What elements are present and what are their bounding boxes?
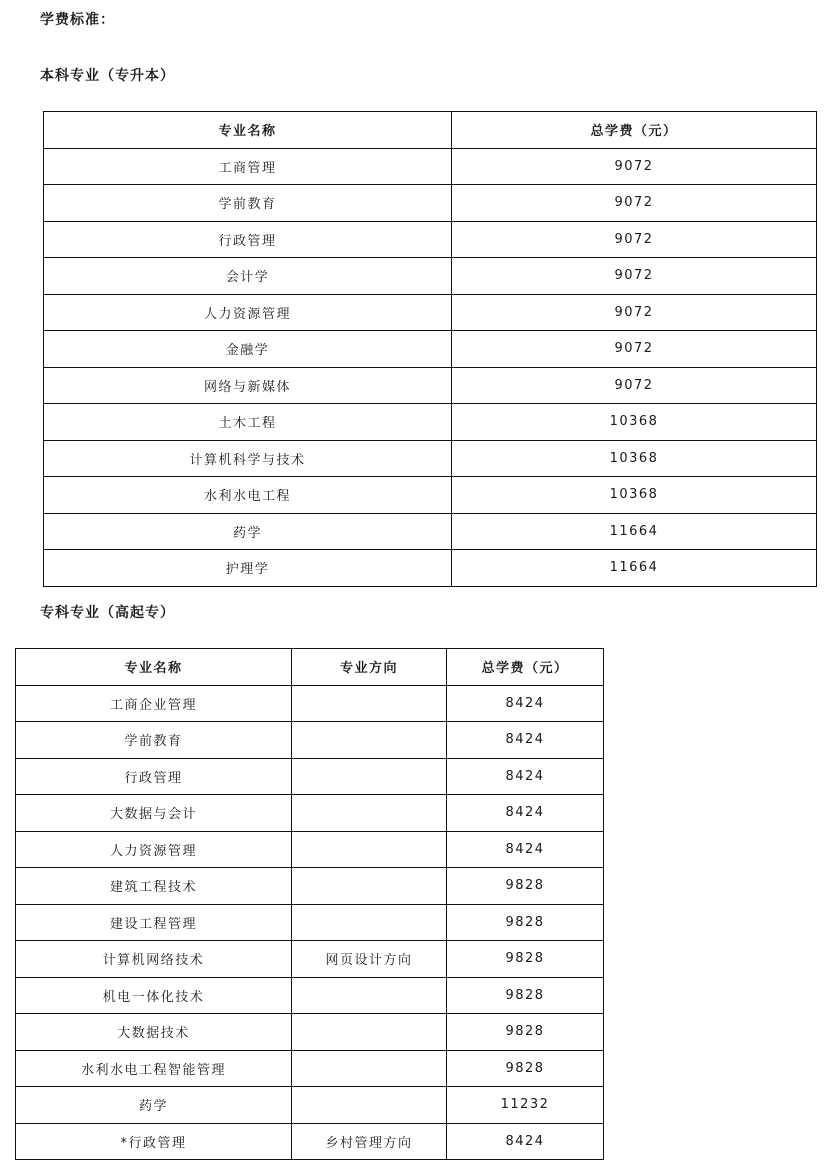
major-direction-cell (292, 1087, 447, 1124)
total-fee-cell: 10368 (452, 477, 817, 514)
major-name-cell: 行政管理 (44, 221, 452, 258)
major-direction-cell (292, 1014, 447, 1051)
table-header-row (16, 649, 604, 686)
table-row (44, 513, 817, 550)
total-fee-cell: 9072 (452, 221, 817, 258)
total-fee-cell: 9072 (452, 148, 817, 185)
table-row (16, 941, 604, 978)
total-fee-cell: 8424 (447, 722, 604, 759)
header-major-name: 专业名称 (16, 649, 292, 686)
major-name-cell: 大数据技术 (16, 1014, 292, 1051)
header-major-direction: 专业方向 (292, 649, 447, 686)
major-name-cell: 工商管理 (44, 148, 452, 185)
table-row (16, 1050, 604, 1087)
total-fee-cell: 9072 (452, 258, 817, 295)
table-row (16, 795, 604, 832)
section-heading-college: 专科专业（高起专） (40, 605, 175, 621)
table-header-row (44, 112, 817, 149)
major-name-cell: *行政管理 (16, 1123, 292, 1160)
major-name-cell: 水利水电工程智能管理 (16, 1050, 292, 1087)
major-direction-cell (292, 977, 447, 1014)
undergrad-fee-table (43, 111, 817, 587)
total-fee-cell: 9828 (447, 941, 604, 978)
table-row (44, 550, 817, 587)
table-row (44, 477, 817, 514)
major-name-cell: 建筑工程技术 (16, 868, 292, 905)
total-fee-cell: 8424 (447, 831, 604, 868)
total-fee-cell: 9828 (447, 1050, 604, 1087)
table-row (16, 1123, 604, 1160)
major-name-cell: 护理学 (44, 550, 452, 587)
major-direction-cell (292, 685, 447, 722)
header-total-fee: 总学费（元） (452, 112, 817, 149)
total-fee-cell: 9072 (452, 294, 817, 331)
table-row (44, 440, 817, 477)
section-heading-undergrad: 本科专业（专升本） (40, 68, 175, 84)
table-row (16, 904, 604, 941)
table-row (16, 685, 604, 722)
major-name-cell: 土木工程 (44, 404, 452, 441)
total-fee-cell: 11232 (447, 1087, 604, 1124)
major-direction-cell (292, 1050, 447, 1087)
total-fee-cell: 8424 (447, 1123, 604, 1160)
total-fee-cell: 9072 (452, 331, 817, 368)
major-name-cell: 药学 (44, 513, 452, 550)
major-direction-cell: 乡村管理方向 (292, 1123, 447, 1160)
major-direction-cell (292, 831, 447, 868)
header-total-fee: 总学费（元） (447, 649, 604, 686)
table-row (16, 1087, 604, 1124)
total-fee-cell: 9072 (452, 185, 817, 222)
total-fee-cell: 9072 (452, 367, 817, 404)
major-name-cell: 工商企业管理 (16, 685, 292, 722)
total-fee-cell: 9828 (447, 977, 604, 1014)
page-title: 学费标准： (40, 12, 115, 28)
total-fee-cell: 10368 (452, 440, 817, 477)
major-name-cell: 计算机网络技术 (16, 941, 292, 978)
major-direction-cell (292, 904, 447, 941)
table-row (16, 831, 604, 868)
major-direction-cell (292, 722, 447, 759)
total-fee-cell: 8424 (447, 795, 604, 832)
table-row (16, 868, 604, 905)
total-fee-cell: 11664 (452, 513, 817, 550)
major-name-cell: 机电一体化技术 (16, 977, 292, 1014)
table-row (44, 148, 817, 185)
total-fee-cell: 9828 (447, 868, 604, 905)
total-fee-cell: 9828 (447, 1014, 604, 1051)
major-name-cell: 计算机科学与技术 (44, 440, 452, 477)
total-fee-cell: 9828 (447, 904, 604, 941)
table-row (44, 367, 817, 404)
major-name-cell: 大数据与会计 (16, 795, 292, 832)
major-name-cell: 会计学 (44, 258, 452, 295)
major-direction-cell (292, 868, 447, 905)
table-row (16, 722, 604, 759)
major-name-cell: 网络与新媒体 (44, 367, 452, 404)
major-name-cell: 人力资源管理 (16, 831, 292, 868)
total-fee-cell: 8424 (447, 758, 604, 795)
table-row (44, 258, 817, 295)
major-name-cell: 人力资源管理 (44, 294, 452, 331)
table-row (44, 331, 817, 368)
table-row (44, 294, 817, 331)
total-fee-cell: 10368 (452, 404, 817, 441)
major-direction-cell (292, 795, 447, 832)
major-name-cell: 金融学 (44, 331, 452, 368)
major-direction-cell: 网页设计方向 (292, 941, 447, 978)
table-row (44, 404, 817, 441)
major-name-cell: 药学 (16, 1087, 292, 1124)
table-row (44, 221, 817, 258)
total-fee-cell: 8424 (447, 685, 604, 722)
major-name-cell: 学前教育 (44, 185, 452, 222)
table-row (16, 1014, 604, 1051)
college-fee-table (15, 648, 604, 1160)
major-name-cell: 行政管理 (16, 758, 292, 795)
header-major-name: 专业名称 (44, 112, 452, 149)
major-name-cell: 建设工程管理 (16, 904, 292, 941)
table-row (44, 185, 817, 222)
table-row (16, 758, 604, 795)
major-direction-cell (292, 758, 447, 795)
table-row (16, 977, 604, 1014)
total-fee-cell: 11664 (452, 550, 817, 587)
major-name-cell: 学前教育 (16, 722, 292, 759)
major-name-cell: 水利水电工程 (44, 477, 452, 514)
